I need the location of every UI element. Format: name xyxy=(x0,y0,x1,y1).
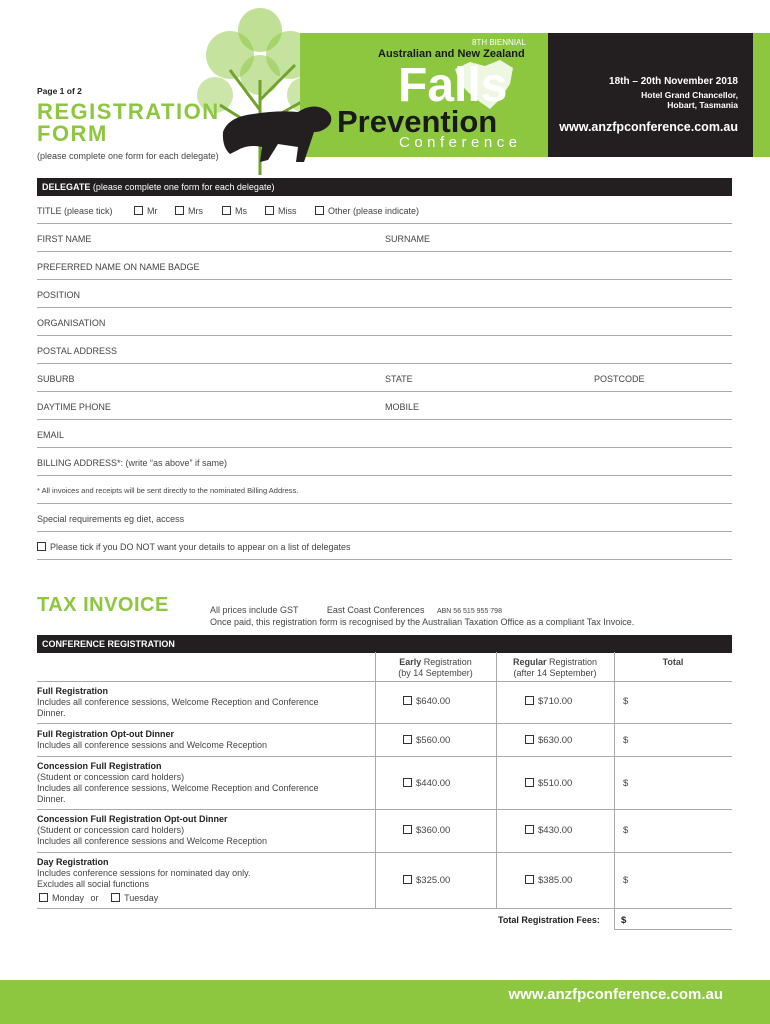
day-option-monday[interactable]: Monday xyxy=(39,893,84,903)
delegate-bar-bold: DELEGATE xyxy=(42,182,91,192)
checkbox-icon[interactable] xyxy=(525,696,534,705)
row-description: Full Registration Opt-out Dinner Includes all conference sessions and Welcome Reception xyxy=(37,729,267,750)
billing-address-field[interactable] xyxy=(37,448,732,476)
email-label: EMAIL xyxy=(37,430,65,440)
title-option-mr[interactable]: Mr xyxy=(134,206,158,216)
position-field[interactable] xyxy=(37,280,732,308)
title-row xyxy=(37,196,732,224)
checkbox-icon[interactable] xyxy=(403,825,412,834)
total-underline xyxy=(614,929,732,930)
preferred-name-label: PREFERRED NAME ON NAME BADGE xyxy=(37,262,200,272)
row-description: Day Registration Includes conference sessions for nominated day only. Excludes all social functions xyxy=(37,857,251,889)
regular-price-option[interactable]: $510.00 xyxy=(525,778,572,789)
title-option-other[interactable]: Other (please indicate) xyxy=(315,206,419,216)
mobile-label: MOBILE xyxy=(385,402,420,412)
early-price-option[interactable]: $560.00 xyxy=(403,735,450,746)
company-name: East Coast Conferences xyxy=(326,605,425,615)
page-indicator: Page 1 of 2 xyxy=(37,86,82,96)
region-label: Australian and New Zealand xyxy=(378,48,525,60)
billing-note-row xyxy=(37,476,732,504)
table-row xyxy=(37,853,732,909)
checkbox-icon[interactable] xyxy=(525,778,534,787)
row-description: Concession Full Registration (Student or concession card holders) Includes all conference sessions, Welcome Reception and Conference Dinner. xyxy=(37,761,319,804)
checkbox-icon[interactable] xyxy=(403,735,412,744)
page-title xyxy=(37,101,220,145)
abn-number: ABN 56 515 955 798 xyxy=(436,608,502,615)
tax-invoice-title: TAX INVOICE xyxy=(37,594,169,616)
delegate-section-bar xyxy=(37,178,732,196)
first-name-label: FIRST NAME xyxy=(37,234,92,244)
organisation-label: ORGANISATION xyxy=(37,318,106,328)
day-option-tuesday[interactable]: Tuesday xyxy=(111,893,158,903)
col-header-regular: Regular Registration (after 14 September) xyxy=(512,657,598,678)
title-label: TITLE (please tick) xyxy=(37,206,113,216)
early-price-option[interactable]: $360.00 xyxy=(403,825,450,836)
logo-word-falls: Falls xyxy=(398,59,508,112)
day-selection xyxy=(39,893,158,903)
preferred-name-field[interactable] xyxy=(37,252,732,280)
event-dates: 18th – 20th November 2018 xyxy=(609,76,738,87)
col-header-total: Total xyxy=(662,657,684,667)
row-description: Full Registration Includes all conference sessions, Welcome Reception and Conference Dinner. xyxy=(37,686,319,718)
table-row xyxy=(37,682,732,724)
footer-url-link[interactable]: www.anzfpconference.com.au xyxy=(508,986,723,1003)
privacy-row[interactable] xyxy=(37,532,732,560)
checkbox-icon[interactable] xyxy=(315,206,324,215)
email-field[interactable] xyxy=(37,420,732,448)
row-total-field[interactable]: $ xyxy=(623,735,629,746)
checkbox-icon[interactable] xyxy=(525,825,534,834)
day-or-label: or xyxy=(90,893,99,903)
title-option-mrs[interactable]: Mrs xyxy=(175,206,203,216)
regular-price-option[interactable]: $430.00 xyxy=(525,825,572,836)
title-option-miss[interactable]: Miss xyxy=(265,206,297,216)
total-divider xyxy=(614,909,615,930)
billing-address-label: BILLING ADDRESS*: (write “as above” if same) xyxy=(37,458,228,468)
daytime-phone-label: DAYTIME PHONE xyxy=(37,402,111,412)
privacy-option[interactable]: Please tick if you DO NOT want your details to appear on a list of delegates xyxy=(37,542,351,552)
checkbox-icon[interactable] xyxy=(403,875,412,884)
row-description: Concession Full Registration Opt-out Dinner (Student or concession card holders) Includes all conference sessions and Welcome Reception xyxy=(37,814,267,846)
organisation-field[interactable] xyxy=(37,308,732,336)
postal-address-field[interactable] xyxy=(37,336,732,364)
row-total-field[interactable]: $ xyxy=(623,825,629,836)
checkbox-icon[interactable] xyxy=(525,735,534,744)
checkbox-icon[interactable] xyxy=(222,206,231,215)
total-fees-field[interactable]: $ xyxy=(621,915,627,926)
title-option-ms[interactable]: Ms xyxy=(222,206,247,216)
suburb-row[interactable] xyxy=(37,364,732,392)
early-price-option[interactable]: $640.00 xyxy=(403,696,450,707)
table-row xyxy=(37,757,732,810)
logo-word-prevention: Prevention xyxy=(337,104,498,139)
checkbox-icon[interactable] xyxy=(37,542,46,551)
page-subtitle: (please complete one form for each delegate) xyxy=(37,151,219,161)
row-total-field[interactable]: $ xyxy=(623,875,629,886)
state-label: STATE xyxy=(385,374,413,384)
name-row[interactable] xyxy=(37,224,732,252)
total-fees-label: Total Registration Fees: xyxy=(498,915,600,925)
position-label: POSITION xyxy=(37,290,81,300)
billing-note: * All invoices and receipts will be sent directly to the nominated Billing Address. xyxy=(37,486,299,495)
postal-address-label: POSTAL ADDRESS xyxy=(37,346,118,356)
checkbox-icon[interactable] xyxy=(134,206,143,215)
row-total-field[interactable]: $ xyxy=(623,696,629,707)
header-url-link[interactable]: www.anzfpconference.com.au xyxy=(559,120,738,134)
row-total-field[interactable]: $ xyxy=(623,778,629,789)
tasmanian-devil-logo xyxy=(218,92,338,172)
col-header-early: Early Registration (by 14 September) xyxy=(398,657,473,678)
surname-label: SURNAME xyxy=(385,234,431,244)
regular-price-option[interactable]: $710.00 xyxy=(525,696,572,707)
regular-price-option[interactable]: $385.00 xyxy=(525,875,572,886)
checkbox-icon[interactable] xyxy=(403,696,412,705)
venue-line-1: Hotel Grand Chancellor, xyxy=(641,90,738,100)
header-row xyxy=(37,652,732,682)
early-price-option[interactable]: $440.00 xyxy=(403,778,450,789)
gst-note: All prices include GST xyxy=(210,605,299,615)
logo-word-conference: Conference xyxy=(399,134,522,151)
checkbox-icon[interactable] xyxy=(39,893,48,902)
checkbox-icon[interactable] xyxy=(403,778,412,787)
venue-line-2: Hobart, Tasmania xyxy=(667,100,738,110)
conference-registration-bar: CONFERENCE REGISTRATION xyxy=(37,635,732,653)
early-price-option[interactable]: $325.00 xyxy=(403,875,450,886)
table-row xyxy=(37,724,732,757)
phone-row[interactable] xyxy=(37,392,732,420)
special-requirements-label: Special requirements eg diet, access xyxy=(37,514,185,524)
table-row xyxy=(37,810,732,853)
checkbox-icon[interactable] xyxy=(175,206,184,215)
postcode-label: POSTCODE xyxy=(594,374,645,384)
special-requirements-field[interactable] xyxy=(37,504,732,532)
tax-info-line-1 xyxy=(210,605,502,615)
delegate-bar-rest: (please complete one form for each delegate) xyxy=(90,182,275,192)
regular-price-option[interactable]: $630.00 xyxy=(525,735,572,746)
biennial-label: 8TH BIENNIAL xyxy=(472,38,526,47)
suburb-label: SUBURB xyxy=(37,374,75,384)
title-line-2: FORM xyxy=(37,121,108,146)
checkbox-icon[interactable] xyxy=(111,893,120,902)
tax-info-line-2: Once paid, this registration form is recognised by the Australian Taxation Office as a compliant Tax Invoice. xyxy=(210,617,635,627)
title-line-1: REGISTRATION xyxy=(37,99,220,124)
checkbox-icon[interactable] xyxy=(265,206,274,215)
checkbox-icon[interactable] xyxy=(525,875,534,884)
